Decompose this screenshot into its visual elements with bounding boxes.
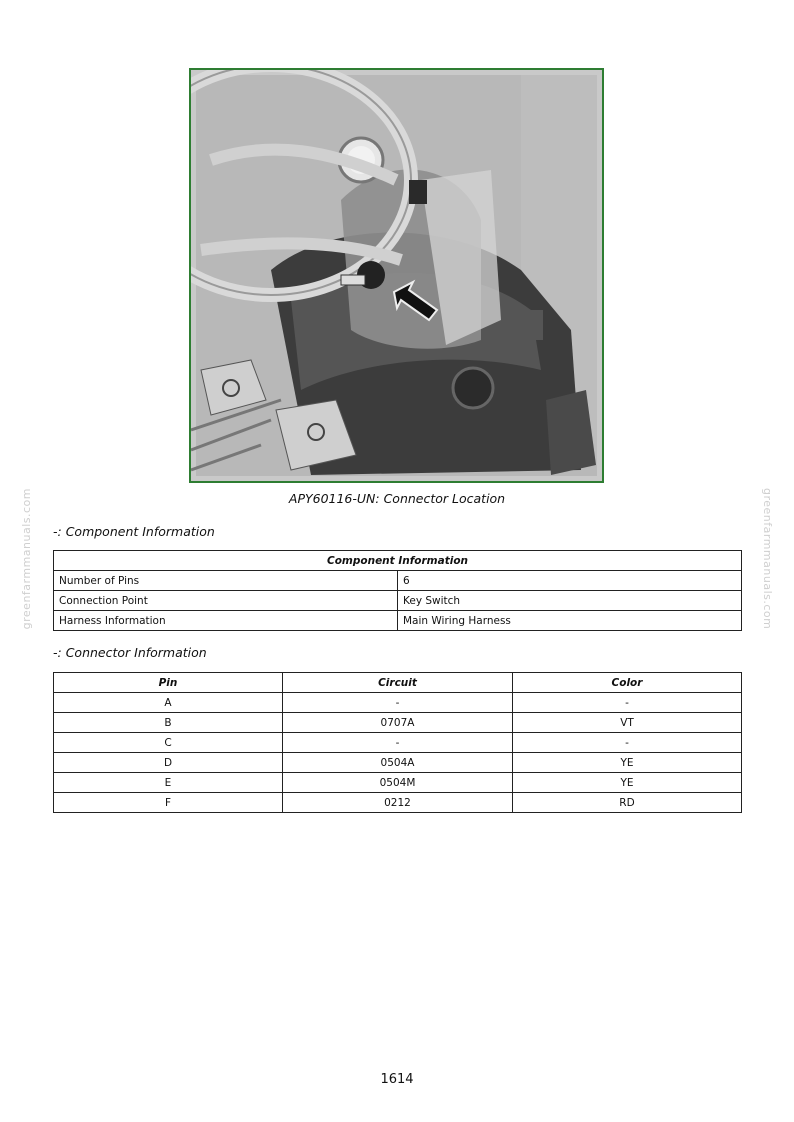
header-pin: Pin <box>54 673 283 693</box>
cell-color: RD <box>513 793 742 813</box>
row-value: Main Wiring Harness <box>398 611 742 631</box>
connector-info-table <box>53 672 742 813</box>
cell-pin: E <box>54 773 283 793</box>
row-value: Key Switch <box>398 591 742 611</box>
watermark-right: greenfarmmanuals.com <box>761 488 774 630</box>
row-value: 6 <box>398 571 742 591</box>
figure-caption: APY60116-UN: Connector Location <box>288 491 506 506</box>
cell-color: YE <box>513 753 742 773</box>
cell-circuit: - <box>283 733 513 753</box>
table-header-row <box>54 673 742 693</box>
component-table-title: Component Information <box>54 551 742 571</box>
cell-pin: D <box>54 753 283 773</box>
cell-pin: B <box>54 713 283 733</box>
cell-circuit: 0504M <box>283 773 513 793</box>
page-number: 1614 <box>380 1072 414 1087</box>
cell-pin: F <box>54 793 283 813</box>
cell-circuit: - <box>283 693 513 713</box>
cell-circuit: 0707A <box>283 713 513 733</box>
row-label: Harness Information <box>54 611 398 631</box>
table-row <box>54 571 742 591</box>
cell-color: - <box>513 733 742 753</box>
cell-color: VT <box>513 713 742 733</box>
table-row <box>54 773 742 793</box>
table-header-row <box>54 551 742 571</box>
component-info-heading: -: Component Information <box>53 524 215 539</box>
row-label: Number of Pins <box>54 571 398 591</box>
table-row <box>54 793 742 813</box>
tractor-dash-illustration <box>191 70 602 481</box>
header-color: Color <box>513 673 742 693</box>
table-row <box>54 693 742 713</box>
cell-pin: C <box>54 733 283 753</box>
cell-color: - <box>513 693 742 713</box>
table-row <box>54 591 742 611</box>
table-row <box>54 611 742 631</box>
table-row <box>54 753 742 773</box>
component-info-table <box>53 550 742 631</box>
cell-pin: A <box>54 693 283 713</box>
watermark-left: greenfarmmanuals.com <box>20 488 33 630</box>
row-label: Connection Point <box>54 591 398 611</box>
table-row <box>54 713 742 733</box>
cell-color: YE <box>513 773 742 793</box>
cell-circuit: 0504A <box>283 753 513 773</box>
connector-location-figure <box>189 68 604 483</box>
header-circuit: Circuit <box>283 673 513 693</box>
cell-circuit: 0212 <box>283 793 513 813</box>
connector-info-heading: -: Connector Information <box>53 645 207 660</box>
table-row <box>54 733 742 753</box>
